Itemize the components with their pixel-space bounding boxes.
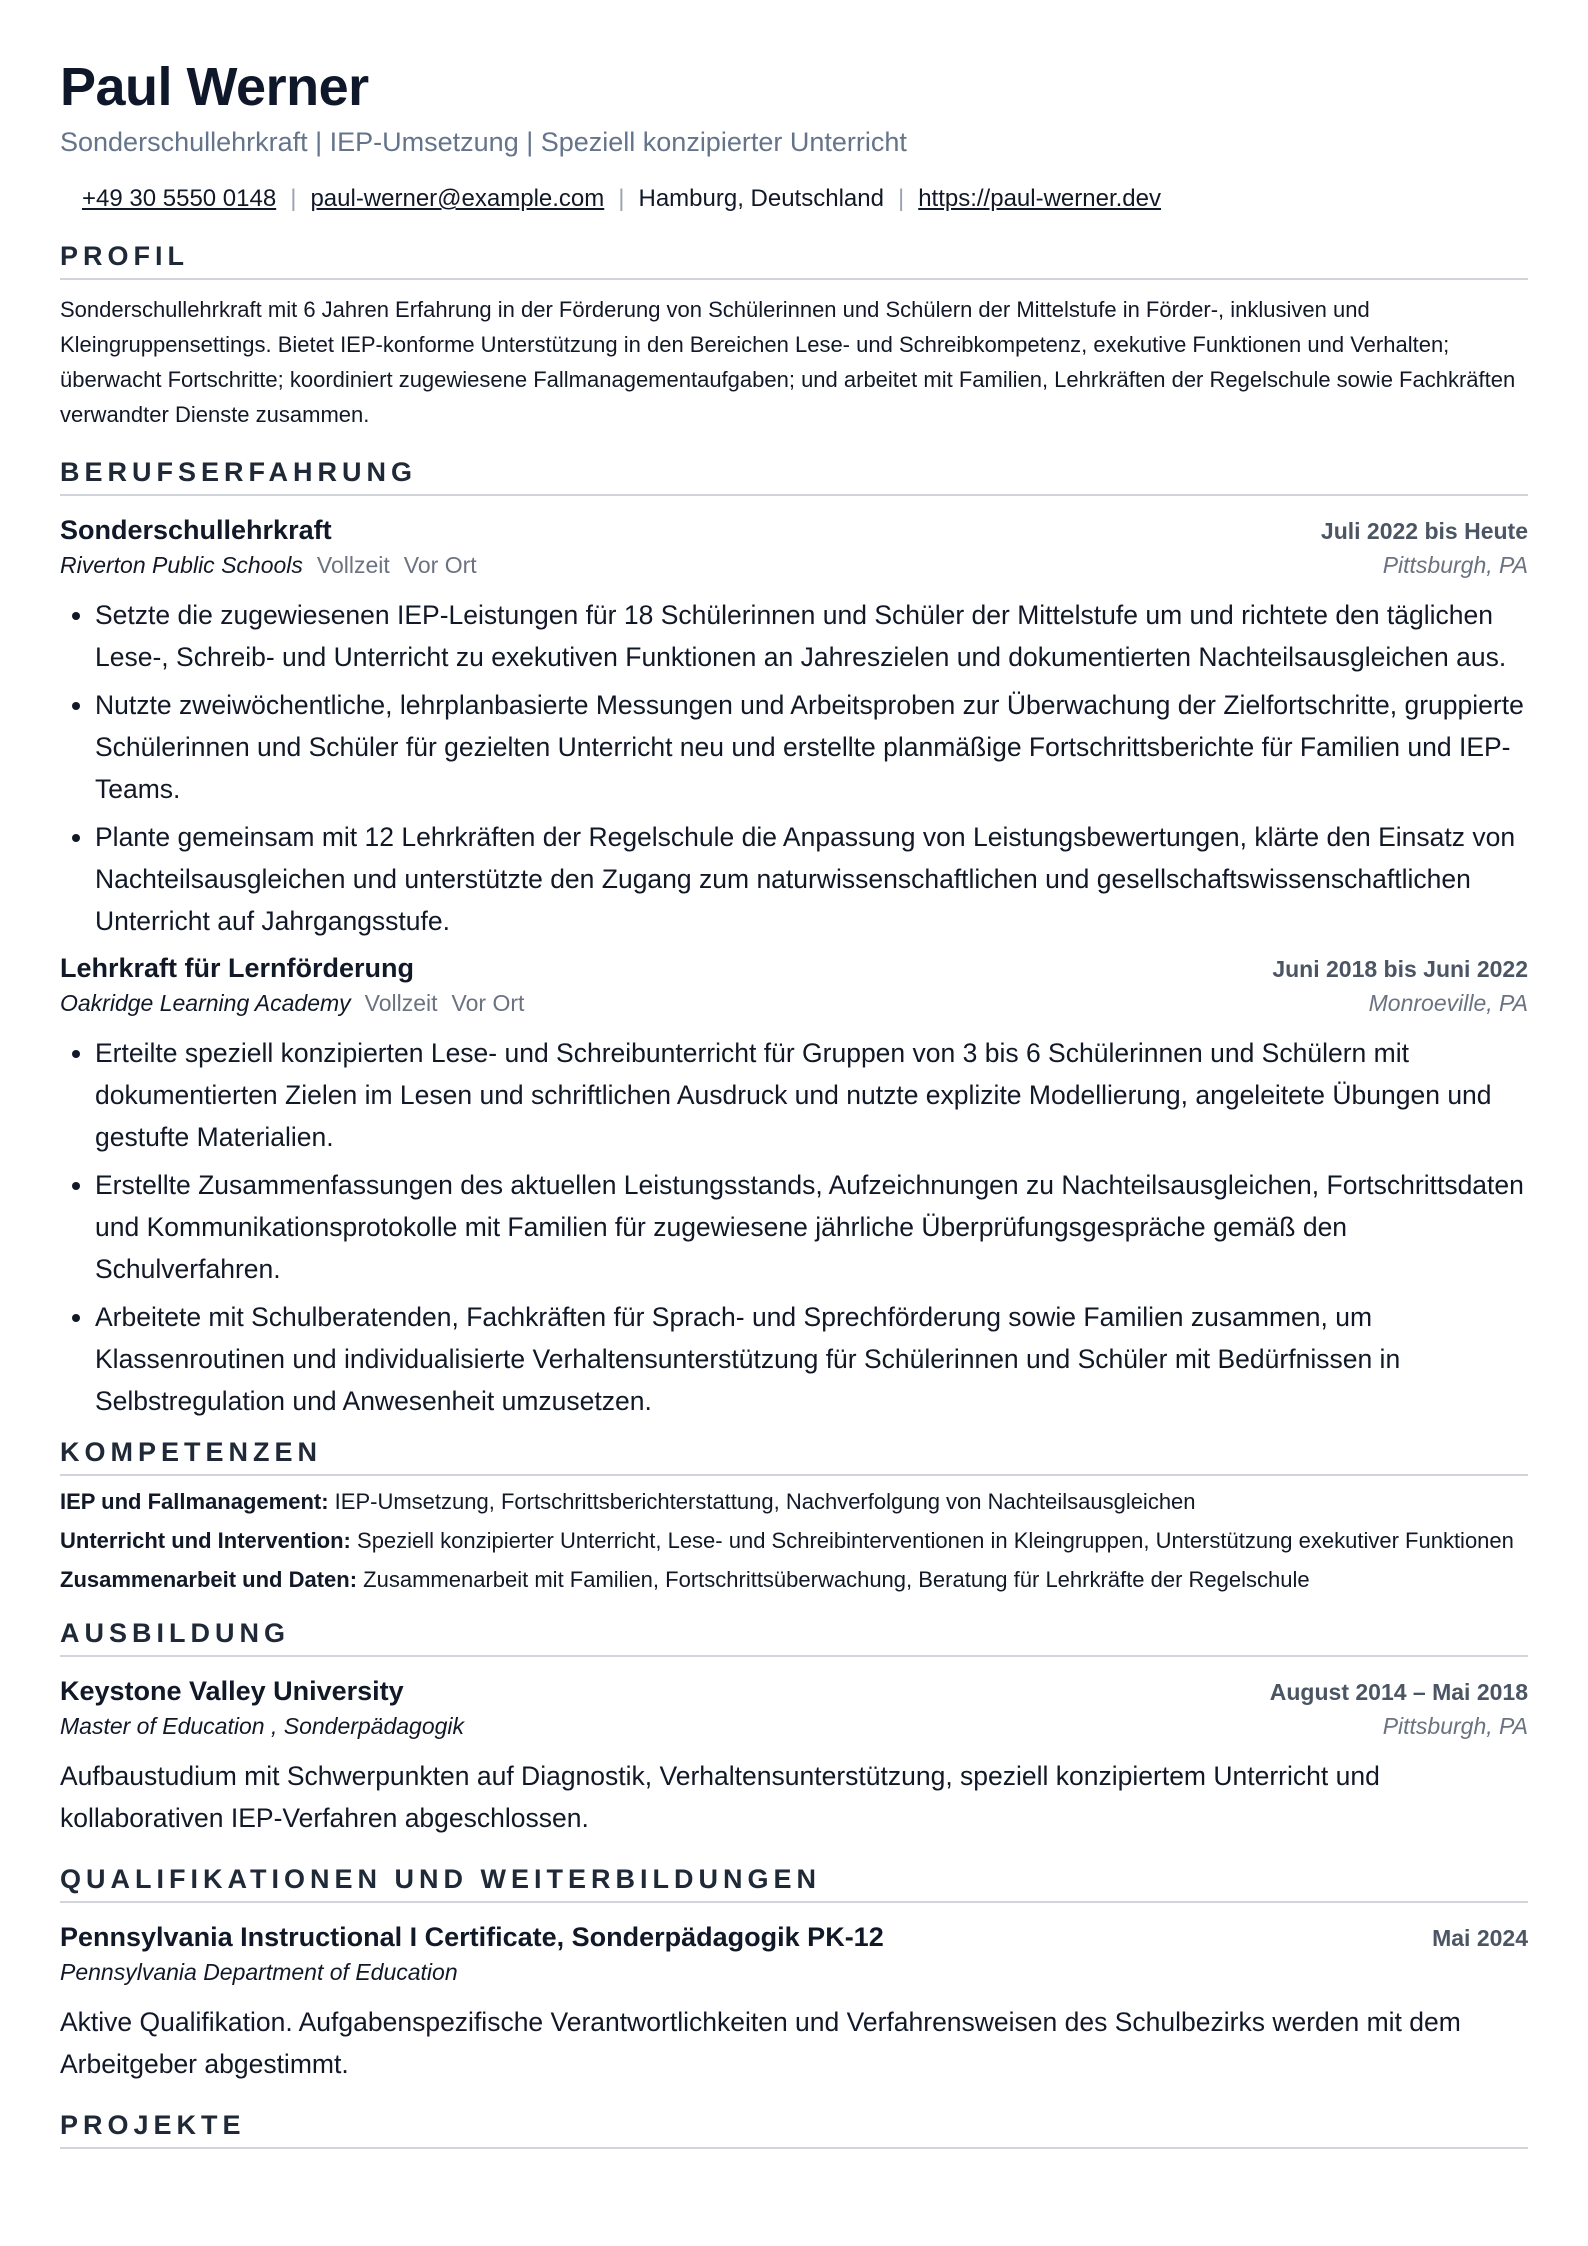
section-title-certifications: QUALIFIKATIONEN UND WEITERBILDUNGEN (60, 1861, 1528, 1903)
skill-group (60, 1527, 1528, 1554)
job-type: Vollzeit (316, 552, 390, 578)
skill-group (60, 1488, 1528, 1515)
job-location: Pittsburgh, PA (1382, 552, 1528, 578)
certification-entry (60, 1919, 1528, 2085)
certification-date: Mai 2024 (1432, 1925, 1528, 1951)
certification-name: Pennsylvania Instructional I Certificate, Sonderpädagogik PK-12 (60, 1922, 884, 1952)
job-bullets (60, 1032, 1528, 1422)
section-title-projects: PROJEKTE (60, 2107, 1528, 2149)
headline: Sonderschullehrkraft | IEP-Umsetzung | Speziell konzipierter Unterricht (60, 127, 907, 157)
job-title: Sonderschullehrkraft (60, 515, 332, 545)
phone-link[interactable]: +49 30 5550 0148 (82, 185, 277, 212)
skill-text: Zusammenarbeit mit Familien, Fortschrittsüberwachung, Beratung für Lehrkräfte der Regelschule (363, 1567, 1310, 1592)
experience-entry (60, 512, 1528, 942)
profile-text: Sonderschullehrkraft mit 6 Jahren Erfahrung in der Förderung von Schülerinnen und Schülern der Mittelstufe in Förder-, inklusiven und Kleingruppensettings. Bietet IEP-konforme Unterstützung in den Bereichen Lese- und Schreibkompetenz, exekutive Funktionen und Verhalten; überwacht Fortschritte; koordiniert zugewiesene Fallmanagementaufgaben; und arbeitet mit Familien, Lehrkräften der Regelschule sowie Fachkräften verwandter Dienste zusammen. (60, 297, 1516, 427)
skill-label: IEP und Fallmanagement: (60, 1489, 329, 1514)
job-mode: Vor Ort (403, 552, 477, 578)
job-bullet: • Setzte die zugewiesenen IEP-Leistungen für 18 Schülerinnen und Schüler der Mittelstufe um und richtete den täglichen Lese-, Schreib- und Unterricht zu exekutiven Funktionen an Jahreszielen und dokumentierten Nachteilsausgleichen aus. (95, 594, 1528, 678)
education-description: Aufbaustudium mit Schwerpunkten auf Diagnostik, Verhaltensunterstützung, speziell konzipiertem Unterricht und kollaborativen IEP-Verfahren abgeschlossen. (60, 1761, 1380, 1833)
contact-line (60, 182, 1528, 216)
education-location: Pittsburgh, PA (1382, 1713, 1528, 1739)
job-organization: Oakridge Learning Academy (60, 990, 351, 1016)
job-bullet: • Arbeitete mit Schulberatenden, Fachkräften für Sprach- und Sprechförderung sowie Familien zusammen, um Klassenroutinen und individualisierte Verhaltensunterstützung für Schülerinnen und Schüler mit Bedürfnissen in Selbstregulation und Anwesenheit umzusetzen. (95, 1296, 1528, 1422)
contact-separator: | (897, 185, 905, 212)
skill-text: Speziell konzipierter Unterricht, Lese- und Schreibinterventionen in Kleingruppen, Unterstützung exekutiver Funktionen (357, 1528, 1514, 1553)
job-mode: Vor Ort (451, 990, 525, 1016)
job-type: Vollzeit (364, 990, 438, 1016)
section-title-profile: PROFIL (60, 238, 1528, 280)
section-title-experience: BERUFSERFAHRUNG (60, 454, 1528, 496)
person-name: Paul Werner (60, 57, 369, 117)
job-bullet: • Erstellte Zusammenfassungen des aktuellen Leistungsstands, Aufzeichnungen zu Nachteilsausgleichen, Fortschrittsdaten und Kommunikationsprotokolle mit Familien für zugewiesene jährliche Überprüfungsgespräche gemäß den Schulverfahren. (95, 1164, 1528, 1290)
job-bullet: • Nutzte zweiwöchentliche, lehrplanbasierte Messungen und Arbeitsproben zur Überwachung der Zielfortschritte, gruppierte Schülerinnen und Schüler für gezielten Unterricht neu und erstellte planmäßige Fortschrittsberichte für Familien und IEP-Teams. (95, 684, 1528, 810)
job-location: Monroeville, PA (1368, 990, 1528, 1016)
degree: Master of Education , Sonderpädagogik (60, 1713, 465, 1739)
skill-group (60, 1566, 1528, 1593)
resume-header (60, 54, 1528, 216)
job-dates: Juli 2022 bis Heute (1320, 518, 1528, 544)
skill-label: Unterricht und Intervention: (60, 1528, 351, 1553)
job-title: Lehrkraft für Lernförderung (60, 953, 415, 983)
location-text: Hamburg, Deutschland (638, 185, 884, 212)
contact-separator: | (618, 185, 625, 212)
certification-description: Aktive Qualifikation. Aufgabenspezifische Verantwortlichkeiten und Verfahrensweisen des Schulbezirks werden mit dem Arbeitgeber abgestimmt. (60, 2007, 1461, 2079)
skill-text: IEP-Umsetzung, Fortschrittsberichterstattung, Nachverfolgung von Nachteilsausgleichen (334, 1489, 1196, 1514)
job-bullets (60, 594, 1528, 942)
education-dates: August 2014 – Mai 2018 (1269, 1679, 1528, 1705)
contact-separator: | (290, 185, 297, 212)
skill-label: Zusammenarbeit und Daten: (60, 1567, 358, 1592)
section-title-education: AUSBILDUNG (60, 1615, 1528, 1657)
section-title-skills: KOMPETENZEN (60, 1434, 1528, 1476)
school-name: Keystone Valley University (60, 1676, 404, 1706)
job-dates: Juni 2018 bis Juni 2022 (1272, 956, 1528, 982)
certification-issuer: Pennsylvania Department of Education (60, 1959, 458, 1985)
job-organization: Riverton Public Schools (60, 552, 303, 578)
job-bullet: • Plante gemeinsam mit 12 Lehrkräften der Regelschule die Anpassung von Leistungsbewertungen, klärte den Einsatz von Nachteilsausgleichen und unterstützte den Zugang zum naturwissenschaftlichen und gesellschaftswissenschaftlichen Unterricht auf Jahrgangsstufe. (95, 816, 1528, 942)
education-entry (60, 1673, 1528, 1839)
website-link[interactable]: https://paul-werner.dev (918, 185, 1161, 212)
email-link[interactable]: paul-werner@example.com (310, 185, 605, 212)
job-bullet: • Erteilte speziell konzipierten Lese- und Schreibunterricht für Gruppen von 3 bis 6 Schülerinnen und Schülern mit dokumentierten Zielen im Lesen und schriftlichen Ausdruck und nutzte explizite Modellierung, angeleitete Übungen und gestufte Materialien. (95, 1032, 1528, 1158)
experience-entry (60, 950, 1528, 1422)
